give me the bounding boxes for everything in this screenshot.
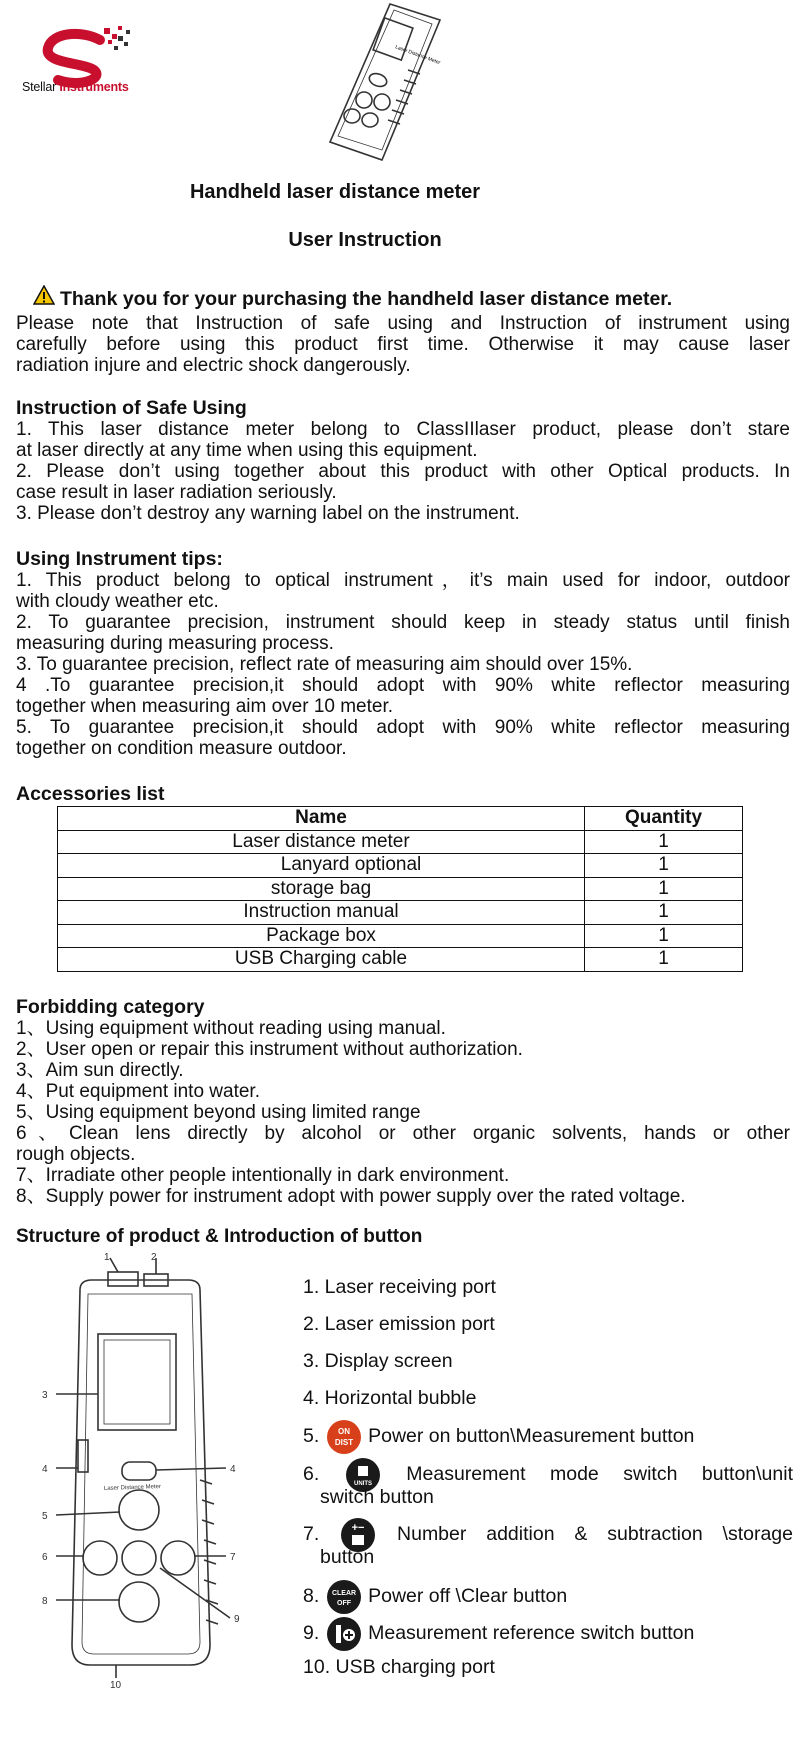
forbid-line: 5、Using equipment beyond using limited range: [16, 1102, 421, 1123]
intro-line: Please note that Instruction of safe using and Instruction of instrument using: [16, 313, 790, 334]
legend-item-7-cont: button: [320, 1546, 375, 1568]
table-row: [58, 830, 743, 854]
callout-6: 6: [42, 1552, 48, 1563]
clear-icon-label-1: CLEAR: [331, 1590, 356, 1597]
legend-item-8: [303, 1578, 793, 1616]
cell-name: storage bag: [58, 877, 585, 901]
table-row: [58, 924, 743, 948]
forbid-heading: Forbidding category: [16, 996, 205, 1018]
safe-line: 3. Please don’t destroy any warning label on the instrument.: [16, 503, 520, 524]
tips-list: [16, 570, 790, 759]
reference-button-icon: [325, 1615, 363, 1653]
tips-line: measuring during measuring process.: [16, 633, 334, 654]
device-label: Laser Distance Meter: [394, 44, 442, 67]
cell-name: Instruction manual: [58, 901, 585, 925]
legend-item-9: [303, 1615, 793, 1653]
legend-item-3: 3. Display screen: [303, 1350, 453, 1372]
intro-paragraph: [16, 313, 790, 376]
legend-text-5: Power on button\Measurement button: [368, 1425, 695, 1448]
logo-word-instruments: Instruments: [59, 80, 129, 94]
tips-heading: Using Instrument tips:: [16, 548, 223, 570]
cell-qty: 1: [585, 854, 743, 878]
clear-off-button-icon: [325, 1578, 363, 1616]
safe-line: 2. Please don’t using together about this product with other Optical products. In: [16, 461, 790, 482]
safe-line: 1. This laser distance meter belong to ClassIIlaser product, please don’t stare: [16, 419, 790, 440]
cell-name: Package box: [58, 924, 585, 948]
legend-item-7: [303, 1516, 793, 1554]
callout-1: 1: [104, 1252, 110, 1263]
tips-line: 3. To guarantee precision, reflect rate of measuring aim should over 15%.: [16, 654, 633, 675]
callout-4-left: 4: [42, 1464, 48, 1475]
legend-num-5: 5.: [303, 1425, 320, 1448]
forbid-line: rough objects.: [16, 1144, 136, 1165]
legend-text-8: Power off \Clear button: [368, 1585, 568, 1608]
table-header-row: [58, 807, 743, 831]
legend-text-6: Measurement mode switch button\unit: [406, 1463, 793, 1486]
cell-name: Lanyard optional: [58, 854, 585, 878]
logo-text: [22, 80, 129, 94]
power-on-button-icon: [325, 1418, 363, 1456]
safe-heading: Instruction of Safe Using: [16, 397, 247, 419]
cell-qty: 1: [585, 924, 743, 948]
safe-list: [16, 419, 790, 524]
table-row: [58, 901, 743, 925]
legend-item-2: 2. Laser emission port: [303, 1313, 495, 1335]
page-title: Handheld laser distance meter: [189, 181, 481, 203]
legend-num-7: 7.: [303, 1523, 320, 1546]
forbid-line: 3、Aim sun directly.: [16, 1060, 184, 1081]
callout-7: 7: [230, 1552, 236, 1563]
device-diagram-label: Laser Distance Meter: [103, 1484, 162, 1492]
legend-item-4: 4. Horizontal bubble: [303, 1387, 477, 1409]
intro-line: radiation injure and electric shock dangerously.: [16, 355, 411, 376]
tips-line: 2. To guarantee precision, instrument should keep in steady status until finish: [16, 612, 790, 633]
structure-heading: Structure of product & Introduction of button: [16, 1226, 423, 1247]
tips-line: with cloudy weather etc.: [16, 591, 219, 612]
warning-icon: [33, 285, 55, 305]
forbid-line: 7、Irradiate other people intentionally in dark environment.: [16, 1165, 510, 1186]
accessories-heading: Accessories list: [16, 783, 165, 805]
cell-qty: 1: [585, 830, 743, 854]
column-header-quantity: Quantity: [585, 807, 743, 831]
column-header-name: Name: [58, 807, 585, 831]
logo-word-stellar: Stellar: [22, 80, 57, 94]
accessories-table: [57, 806, 743, 972]
legend-text-9: Measurement reference switch button: [368, 1622, 695, 1645]
table-row: [58, 854, 743, 878]
safe-line: case result in laser radiation seriously.: [16, 482, 337, 503]
intro-line: carefully before using this product first time. Otherwise it may cause laser: [16, 334, 790, 355]
forbid-list: [16, 1018, 790, 1207]
callout-8: 8: [42, 1596, 48, 1607]
legend-item-1: 1. Laser receiving port: [303, 1276, 496, 1298]
cell-name: USB Charging cable: [58, 948, 585, 972]
legend-num-8: 8.: [303, 1585, 320, 1608]
legend-item-10: 10. USB charging port: [303, 1656, 495, 1678]
callout-2: 2: [151, 1252, 157, 1263]
svg-text:+−: +−: [351, 1522, 365, 1534]
table-row: [58, 877, 743, 901]
tips-line: 5. To guarantee precision,it should adopt with 90% white reflector measuring: [16, 717, 790, 738]
forbid-line: 6、Clean lens directly by alcohol or other organic solvents, hands or other: [16, 1123, 790, 1144]
callout-10: 10: [110, 1680, 122, 1690]
callout-5: 5: [42, 1511, 48, 1522]
legend-item-5: [303, 1418, 793, 1456]
legend-num-6: 6.: [303, 1463, 320, 1486]
table-row: [58, 948, 743, 972]
intro-heading: Thank you for your purchasing the handheld laser distance meter.: [60, 288, 673, 310]
cell-qty: 1: [585, 877, 743, 901]
power-on-icon-label-1: ON: [337, 1427, 350, 1436]
legend-num-9: 9.: [303, 1622, 320, 1645]
page-subtitle: User Instruction: [288, 229, 442, 251]
device-diagram-icon: [20, 1250, 290, 1690]
legend-text-7: Number addition & subtraction \storage: [397, 1523, 794, 1546]
clear-icon-label-2: OFF: [336, 1600, 351, 1607]
forbid-line: 1、Using equipment without reading using manual.: [16, 1018, 446, 1039]
cell-name: Laser distance meter: [58, 830, 585, 854]
tips-line: 1. This product belong to optical instrument，it’s main used for indoor, outdoor: [16, 570, 790, 591]
callout-4-right: 4: [230, 1464, 236, 1475]
device-sketch-icon: [290, 0, 460, 165]
power-on-icon-label-2: DIST: [334, 1438, 353, 1447]
callout-3: 3: [42, 1390, 48, 1401]
forbid-line: 2、User open or repair this instrument without authorization.: [16, 1039, 523, 1060]
callout-9: 9: [234, 1614, 240, 1625]
legend-item-6-cont: switch button: [320, 1486, 434, 1508]
tips-line: together when measuring aim over 10 meter.: [16, 696, 394, 717]
safe-line: at laser directly at any time when using this equipment.: [16, 440, 478, 461]
cell-qty: 1: [585, 901, 743, 925]
forbid-line: 4、Put equipment into water.: [16, 1081, 260, 1102]
cell-qty: 1: [585, 948, 743, 972]
forbid-line: 8、Supply power for instrument adopt with power supply over the rated voltage.: [16, 1186, 686, 1207]
tips-line: 4 .To guarantee precision,it should adopt with 90% white reflector measuring: [16, 675, 790, 696]
units-icon-label: UNITS: [353, 1481, 372, 1487]
tips-line: together on condition measure outdoor.: [16, 738, 347, 759]
